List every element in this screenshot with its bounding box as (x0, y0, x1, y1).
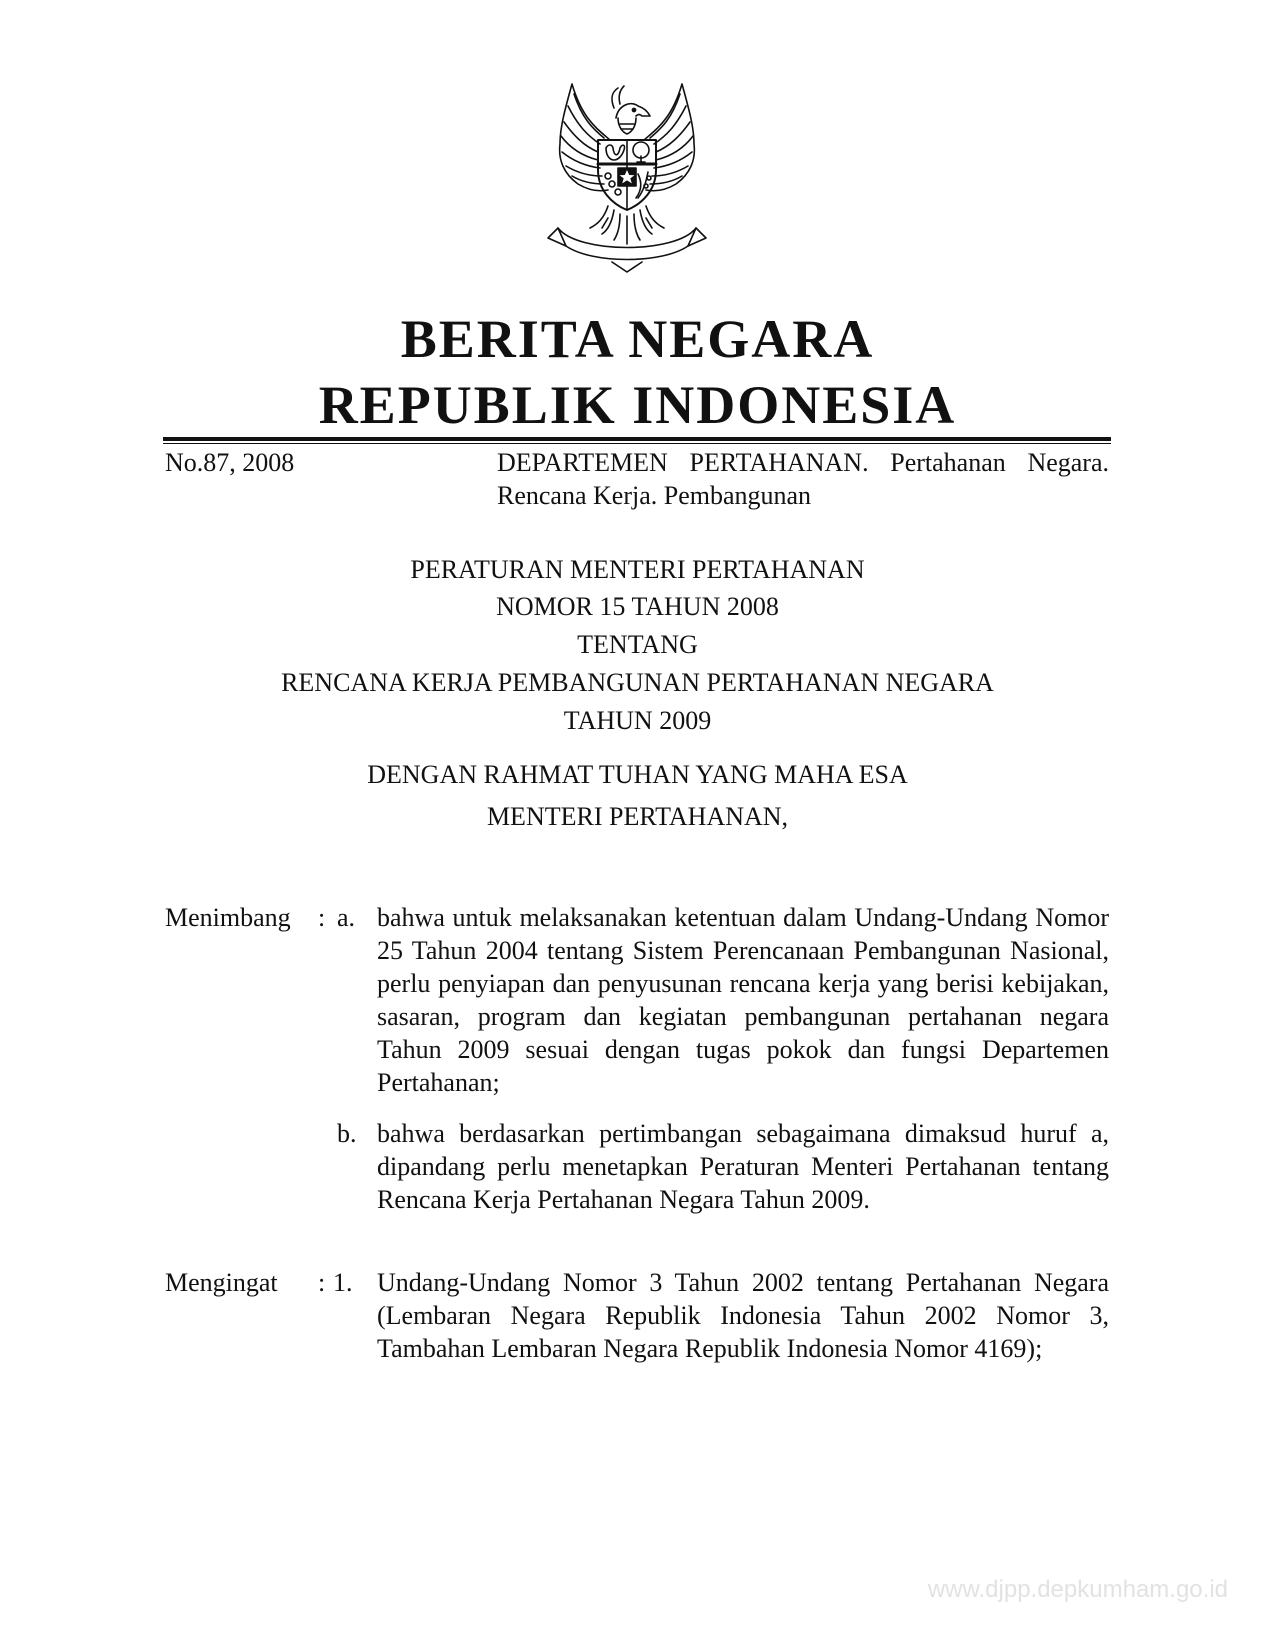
regulation-year: TAHUN 2009 (563, 706, 712, 735)
issuing-authority: MENTERI PERTAHANAN, (486, 802, 789, 831)
regulation-subject: RENCANA KERJA PEMBANGUNAN PERTAHANAN NEGARA (281, 668, 994, 697)
regulation-heading: PERATURAN MENTERI PERTAHANAN (410, 555, 865, 584)
invocation: DENGAN RAHMAT TUHAN YANG MAHA ESA (367, 760, 908, 789)
consideration-item: bahwa berdasarkan pertimbangan sebagaimana dimaksud huruf a, dipandang perlu menetapkan Peraturan Menteri Pertahanan tentang Rencana Kerja Pertahanan Negara Tahun 2009. (377, 1119, 1109, 1214)
consideration-item: bahwa untuk melaksanakan ketentuan dalam Undang-Undang Nomor 25 Tahun 2004 tentang Sistem Perencanaan Pembangunan Nasional, perlu penyiapan dan penyusunan rencana kerja yang berisi kebijakan, sasaran, program dan kegiatan pembangunan pertahanan negara Tahun 2009 sesuai dengan tugas pokok dan fungsi Departemen Pertahanan; (377, 903, 1109, 1097)
regulation-about: TENTANG (577, 630, 698, 659)
consideration-marker: a. (337, 903, 356, 932)
gazette-subtitle: REPUBLIK INDONESIA (318, 375, 957, 435)
masthead-rule-thin (163, 443, 1111, 444)
recitals-label: Mengingat (165, 1268, 278, 1297)
recital-marker: 1. (333, 1268, 353, 1297)
issue-number: No.87, 2008 (165, 448, 295, 477)
source-watermark: www.djpp.depkumham.go.id (927, 1576, 1228, 1603)
recitals-colon: : (318, 1268, 326, 1297)
considerations-colon: : (318, 903, 326, 932)
regulation-number: NOMOR 15 TAHUN 2008 (496, 592, 779, 621)
issue-subject: DEPARTEMEN PERTAHANAN. Pertahanan Negara. Rencana Kerja. Pembangunan (497, 448, 1109, 510)
consideration-marker: b. (337, 1119, 357, 1148)
gazette-title: BERITA NEGARA (400, 309, 875, 369)
masthead-rule (163, 437, 1111, 441)
considerations-label: Menimbang (165, 903, 291, 932)
recital-item: Undang-Undang Nomor 3 Tahun 2002 tentang Pertahanan Negara (Lembaran Negara Republik Indonesia Tahun 2002 Nomor 3, Tambahan Lembaran Negara Republik Indonesia Nomor 4169); (377, 1268, 1109, 1363)
garuda-pancasila-emblem (538, 78, 716, 278)
